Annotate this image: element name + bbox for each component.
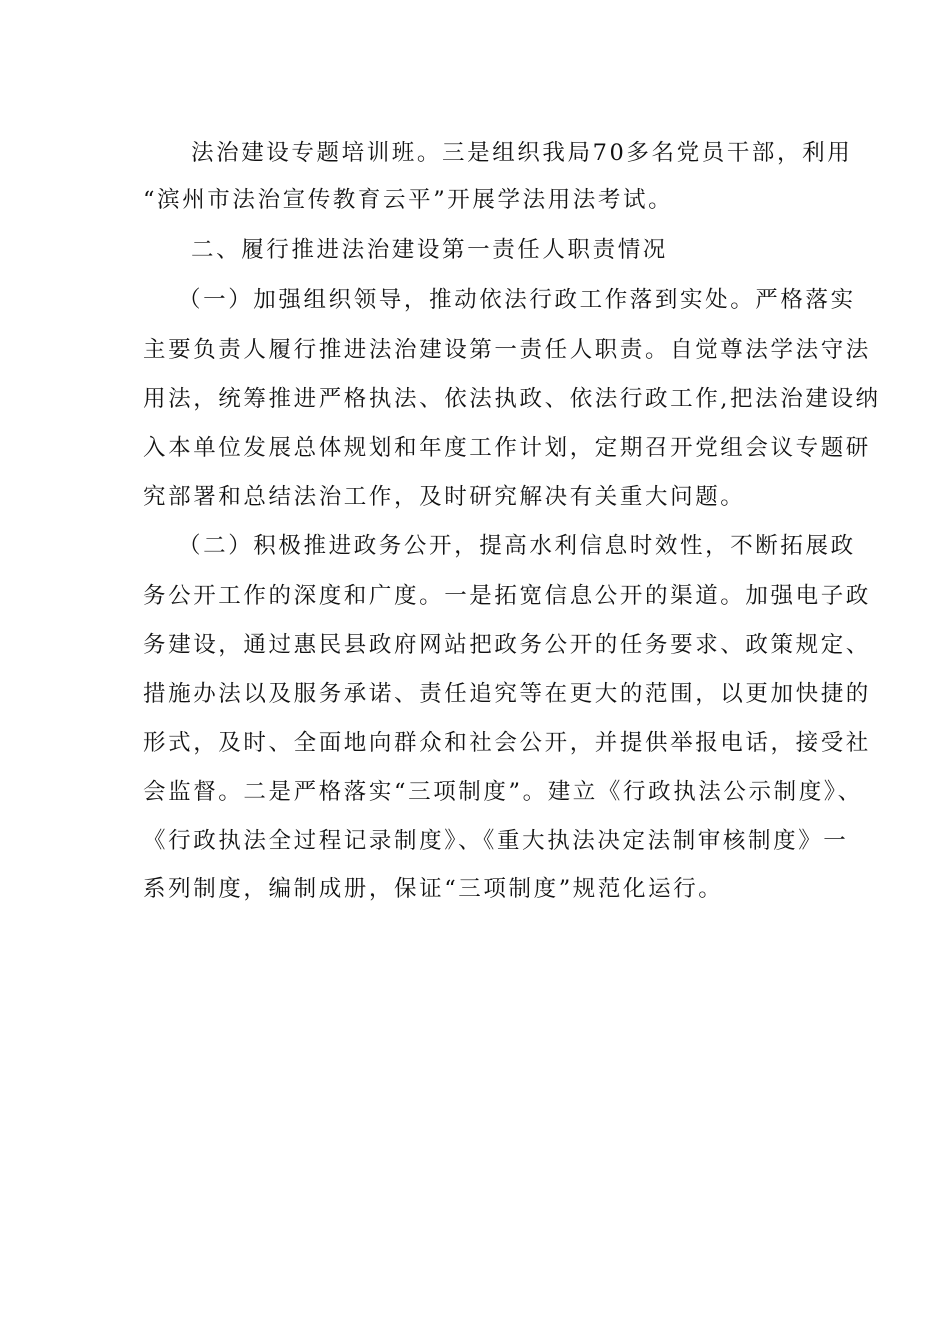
paragraph-line: 用法，统筹推进严格执法、依法执政、依法行政工作,把法治建设纳	[143, 386, 881, 412]
paragraph-line: 主要负责人履行推进法治建设第一责任人职责。自觉尊法学法守法	[143, 337, 871, 363]
paragraph-line: 入本单位发展总体规划和年度工作计划，定期召开党组会议专题研	[143, 435, 871, 461]
paragraph-line: 务建设，通过惠民县政府网站把政务公开的任务要求、政策规定、	[143, 632, 871, 658]
paragraph-line: “滨州市法治宣传教育云平”开展学法用法考试。	[143, 187, 674, 213]
paragraph-line: 措施办法以及服务承诺、责任追究等在更大的范围，以更加快捷的	[143, 681, 871, 707]
paragraph-line: 系列制度，编制成册，保证“三项制度”规范化运行。	[143, 876, 724, 902]
paragraph-line: 形式，及时、全面地向群众和社会公开，并提供举报电话，接受社	[143, 730, 871, 756]
paragraph-line: （二）积极推进政务公开，提高水利信息时效性，不断拓展政	[178, 533, 856, 559]
paragraph-line: （一）加强组织领导，推动依法行政工作落到实处。严格落实	[178, 287, 856, 313]
paragraph-line: 法治建设专题培训班。三是组织我局70多名党员干部，利用	[191, 140, 853, 166]
paragraph-line: 究部署和总结法治工作，及时研究解决有关重大问题。	[143, 484, 746, 510]
paragraph-line: 务公开工作的深度和广度。一是拓宽信息公开的渠道。加强电子政	[143, 583, 871, 609]
section-heading: 二、履行推进法治建设第一责任人职责情况	[191, 237, 668, 263]
paragraph-line: 《行政执法全过程记录制度》、《重大执法决定法制审核制度》一	[143, 828, 849, 854]
paragraph-line: 会监督。二是严格落实“三项制度”。建立《行政执法公示制度》、	[143, 779, 863, 805]
